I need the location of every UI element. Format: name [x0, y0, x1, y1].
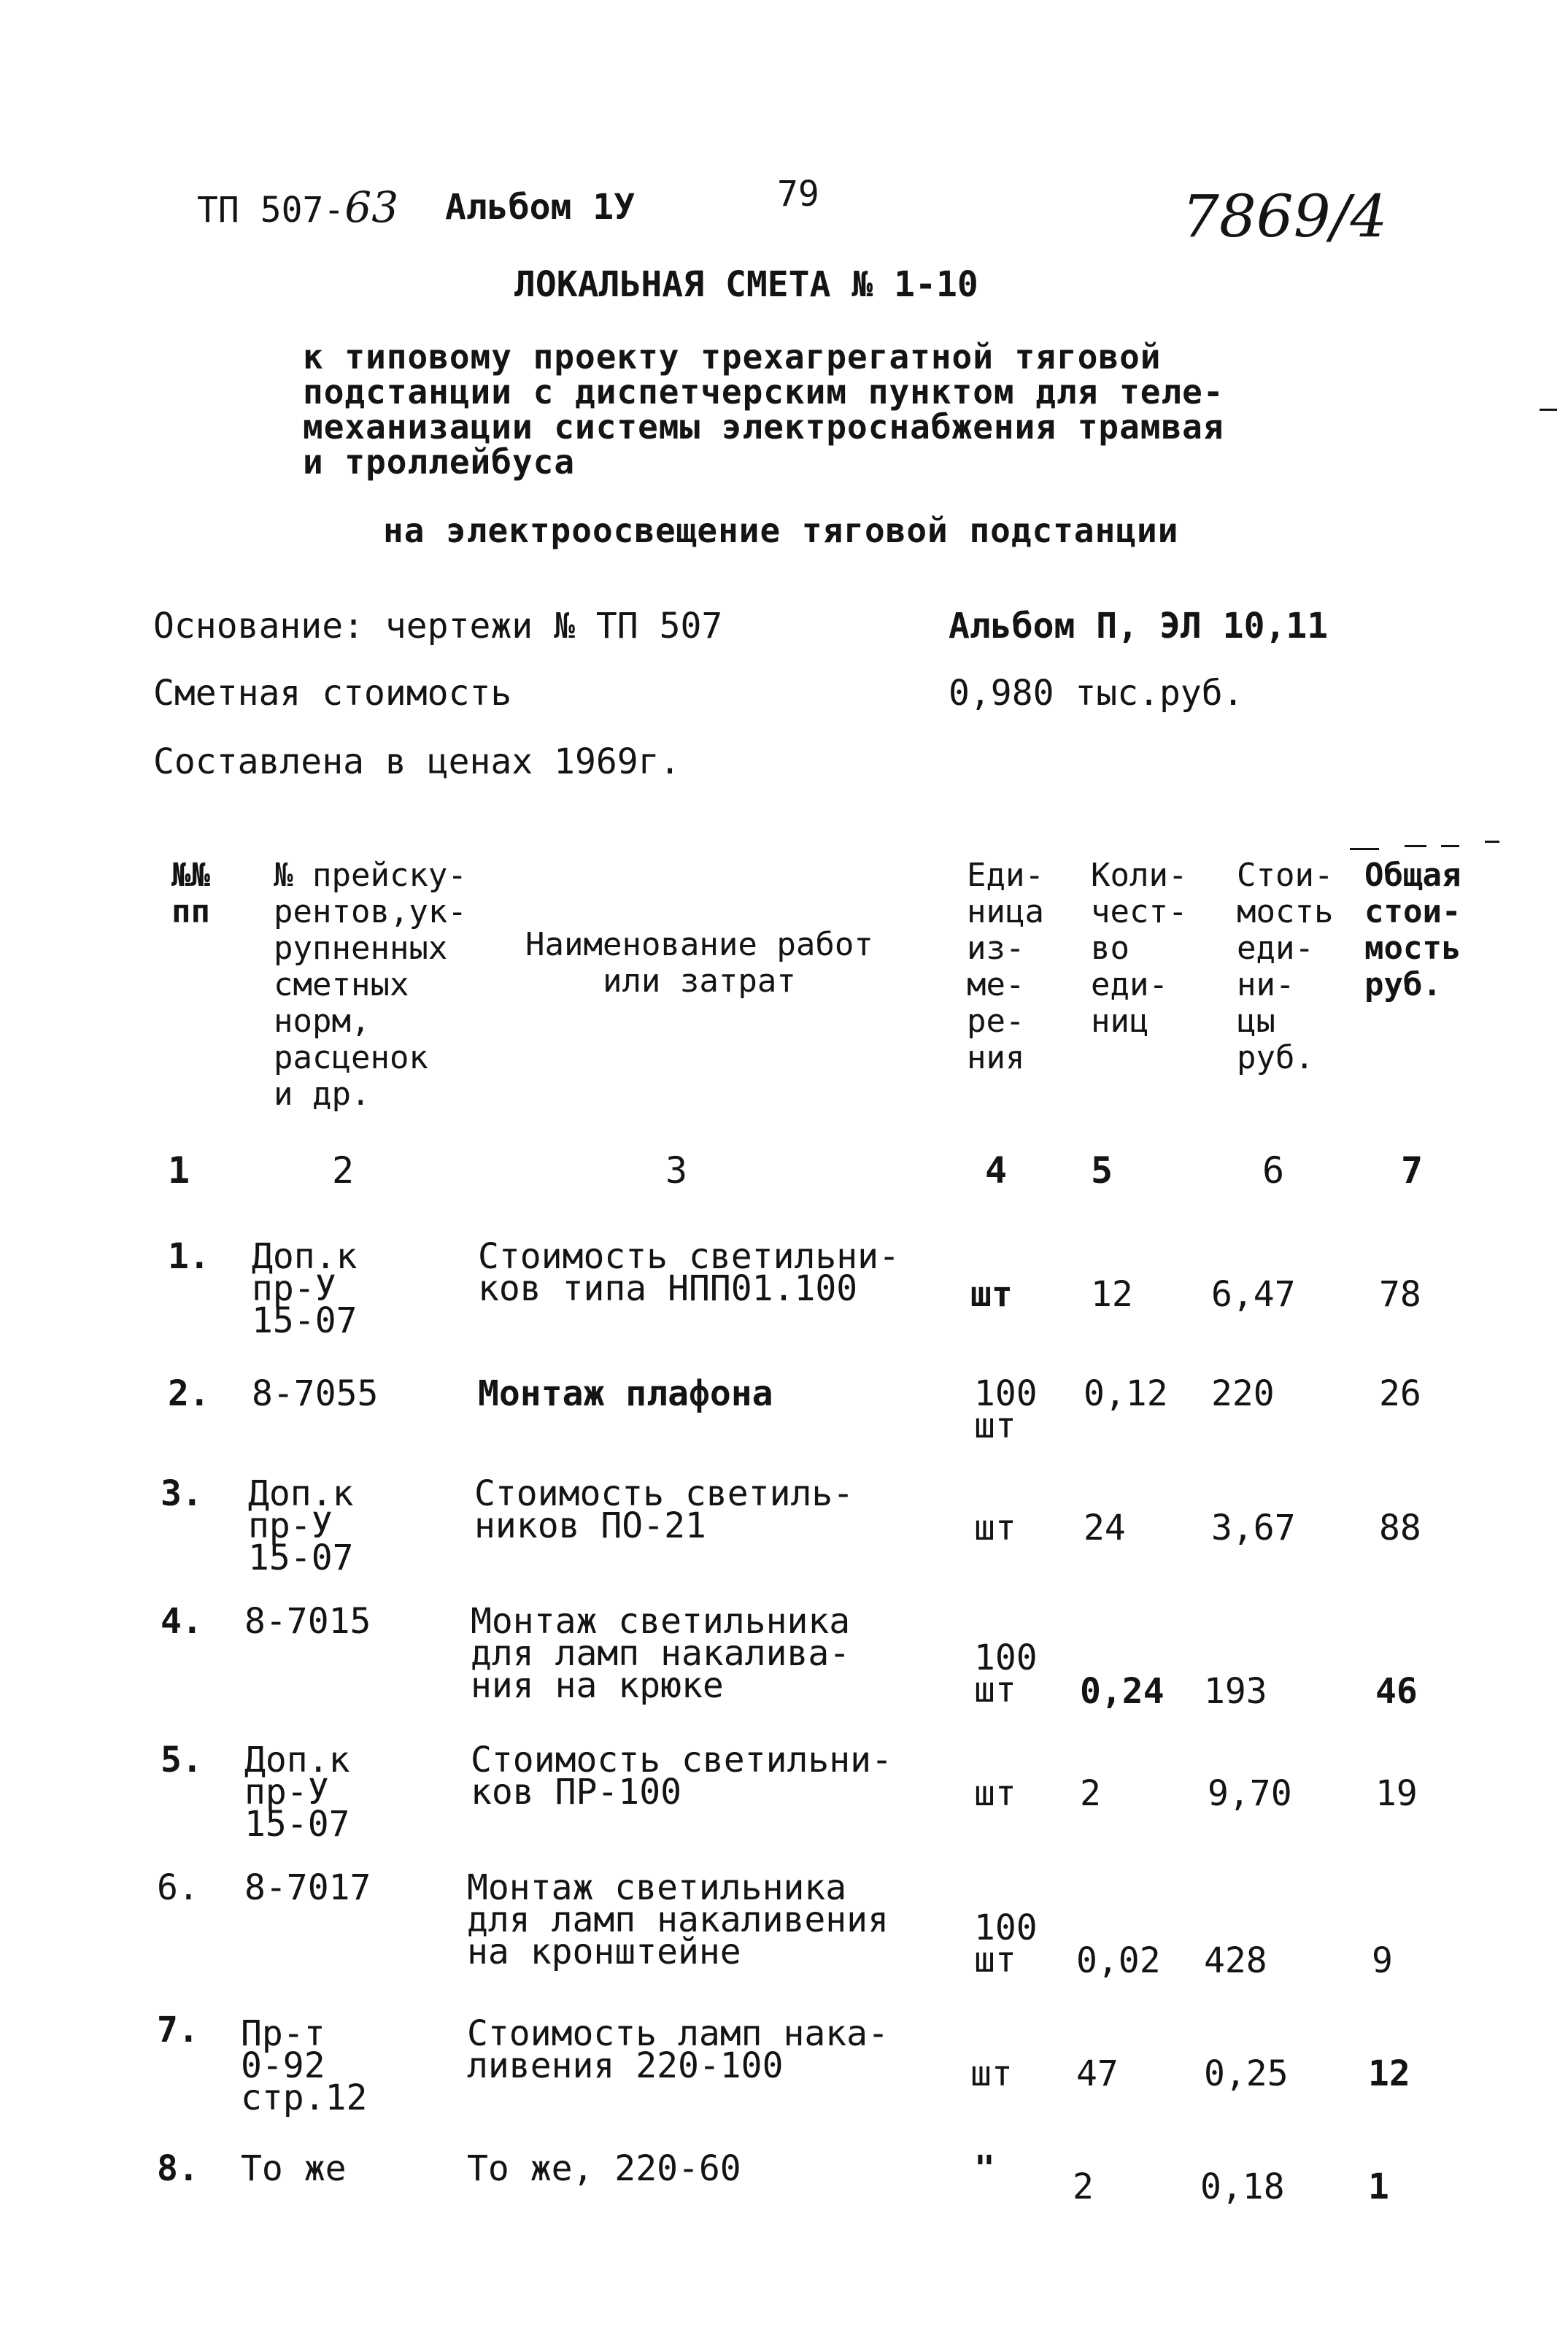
row-number: 8.	[157, 2148, 199, 2189]
header-col-5: Коли- чест- во еди- ниц	[1091, 857, 1188, 1040]
row-reference: Доп.к пр-У 15-07	[252, 1236, 358, 1341]
header-col-4: Еди- ница из- ме- ре- ния	[967, 857, 1044, 1076]
row-unit: шт	[970, 2053, 1013, 2094]
header-dash	[1405, 845, 1426, 847]
cost-value: 0,980 тыс.руб.	[949, 673, 1244, 714]
row-number: 3.	[161, 1473, 203, 1514]
row-reference: Доп.к пр-У 15-07	[244, 1740, 350, 1845]
cost-label: Сметная стоимость	[153, 673, 512, 714]
purpose-line: на электроосвещение тяговой подстанции	[383, 511, 1179, 550]
row-reference: Пр-т 0-92 стр.12	[241, 2013, 368, 2118]
row-unit-price: 0,25	[1204, 2053, 1289, 2094]
basis-label: Основание: чертежи № ТП 507	[153, 606, 723, 647]
row-number: 7.	[157, 2010, 199, 2050]
row-unit: 100 шт	[974, 1373, 1038, 1446]
row-number: 1.	[168, 1236, 210, 1277]
row-unit: 100 шт	[974, 1907, 1038, 1980]
row-total: 88	[1379, 1508, 1421, 1548]
row-number: 4.	[161, 1601, 203, 1642]
row-unit: шт	[974, 1508, 1016, 1548]
row-total: 12	[1368, 2053, 1410, 2094]
row-unit-price: 3,67	[1211, 1508, 1296, 1548]
row-reference: Доп.к пр-У 15-07	[248, 1473, 354, 1578]
column-number: 7	[1401, 1149, 1424, 1192]
row-name: То же, 220-60	[467, 2148, 741, 2189]
column-number: 2	[332, 1149, 355, 1192]
row-quantity: 0,02	[1076, 1940, 1161, 1981]
subtitle-line-3: механизации системы электроснабжения трамвая	[303, 407, 1224, 447]
row-total: 19	[1375, 1773, 1418, 1814]
row-name: Стоимость светильни- ков ПР-100	[471, 1740, 892, 1813]
header-col-7: Общая стои- мость руб.	[1364, 857, 1461, 1003]
row-unit: шт	[974, 1773, 1016, 1814]
row-unit-price: 0,18	[1200, 2166, 1285, 2207]
row-unit-price: 9,70	[1208, 1773, 1292, 1814]
row-quantity: 0,24	[1080, 1671, 1165, 1712]
series-handwritten: 63	[344, 182, 399, 232]
series-code: ТП 507-63	[197, 182, 399, 232]
archive-number: 7869/4	[1182, 182, 1388, 250]
header-dash	[1441, 845, 1459, 847]
row-name: Стоимость светильни- ков типа НПП01.100	[478, 1236, 900, 1309]
header-col-2: № прейску- рентов,ук- рупненных сметных норм, расценок и др.	[274, 857, 467, 1113]
column-number: 5	[1091, 1149, 1113, 1192]
row-unit-price: 220	[1211, 1373, 1275, 1414]
row-total: 78	[1379, 1274, 1421, 1315]
row-unit-price: 193	[1204, 1671, 1267, 1712]
row-name: Монтаж светильника для ламп накаливения на кронштейне	[467, 1867, 889, 1972]
row-reference: 8-7055	[252, 1373, 379, 1414]
row-unit-price: 6,47	[1211, 1274, 1296, 1315]
row-quantity: 24	[1084, 1508, 1126, 1548]
subtitle-line-1: к типовому проекту трехагрегатной тяговой	[303, 337, 1162, 377]
basis-value: Альбом П, ЭЛ 10,11	[949, 606, 1329, 647]
prices-label: Составлена в ценах 1969г.	[153, 741, 681, 782]
row-reference: 8-7017	[244, 1867, 371, 1908]
column-number: 3	[665, 1149, 688, 1192]
row-quantity: 2	[1080, 1773, 1101, 1814]
column-number: 1	[168, 1149, 190, 1192]
row-quantity: 0,12	[1084, 1373, 1168, 1414]
row-total: 46	[1375, 1671, 1418, 1712]
row-unit: шт	[970, 1274, 1013, 1315]
page-number: 79	[777, 174, 819, 215]
row-name: Монтаж светильника для ламп накалива- ния на крюке	[471, 1601, 851, 1706]
row-total: 26	[1379, 1373, 1421, 1414]
row-unit: "	[974, 2148, 995, 2189]
subtitle-line-4: и троллейбуса	[303, 442, 576, 482]
row-name: Стоимость ламп нака- ливения 220-100	[467, 2013, 889, 2086]
header-col-3: Наименование работ или затрат	[525, 926, 873, 1000]
column-number: 4	[985, 1149, 1008, 1192]
row-name: Монтаж плафона	[478, 1373, 773, 1414]
header-col-1: №№ пп	[171, 857, 210, 930]
row-number: 6.	[157, 1867, 199, 1908]
subtitle-line-2: подстанции с диспетчерским пунктом для теле-	[303, 372, 1224, 412]
row-unit: 100 шт	[974, 1637, 1038, 1710]
column-number: 6	[1262, 1149, 1285, 1192]
row-total: 1	[1368, 2166, 1389, 2207]
header-dash	[1485, 841, 1499, 843]
row-name: Стоимость светиль- ников ПО-21	[474, 1473, 854, 1546]
row-total: 9	[1372, 1940, 1393, 1981]
row-reference: 8-7015	[244, 1601, 371, 1642]
row-unit-price: 428	[1204, 1940, 1267, 1981]
header-col-6: Стои- мость еди- ни- цы руб.	[1237, 857, 1334, 1076]
document-title: ЛОКАЛЬНАЯ СМЕТА № 1-10	[514, 264, 978, 305]
header-dash	[1350, 848, 1379, 850]
album-label: Альбом 1У	[445, 187, 636, 228]
row-quantity: 12	[1091, 1274, 1133, 1315]
row-number: 5.	[161, 1740, 203, 1780]
row-number: 2.	[168, 1373, 210, 1414]
margin-dash	[1540, 409, 1557, 411]
row-quantity: 2	[1073, 2166, 1094, 2207]
row-quantity: 47	[1076, 2053, 1119, 2094]
row-reference: То же	[241, 2148, 347, 2189]
